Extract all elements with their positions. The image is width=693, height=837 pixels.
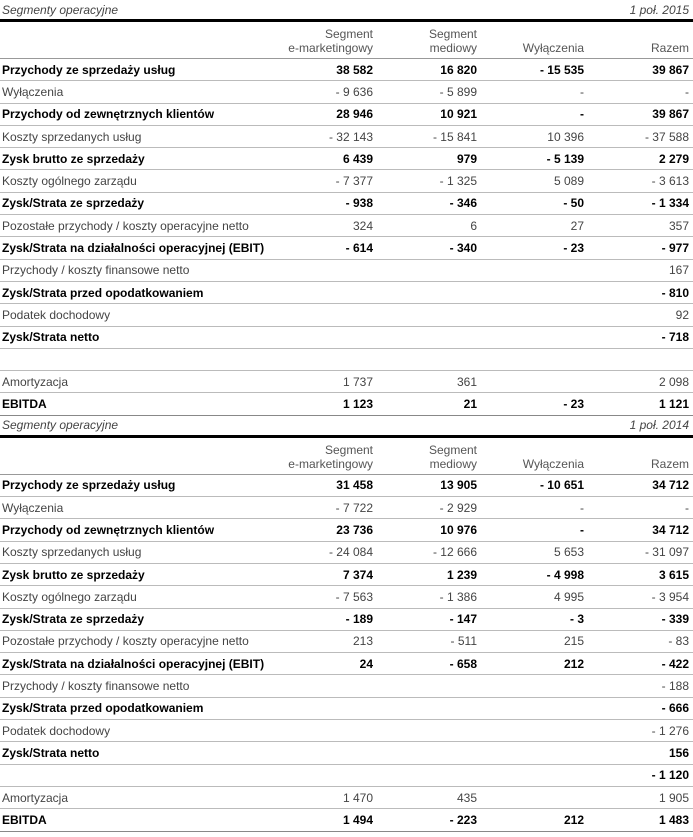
cell-segment-e-marketing: - 7 722 xyxy=(335,500,373,515)
cell-eliminations: - 15 535 xyxy=(539,62,584,77)
table-row xyxy=(0,809,693,831)
header-line xyxy=(523,443,584,457)
header-line xyxy=(523,27,584,41)
header-eliminations xyxy=(481,22,588,58)
cell-total: 34 712 xyxy=(652,522,689,537)
row-label: Przychody ze sprzedaży usług xyxy=(2,478,176,493)
cell-segment-media: 361 xyxy=(456,374,477,389)
cell-eliminations: 4 995 xyxy=(553,589,584,604)
cell-segment-media: - 223 xyxy=(449,812,477,827)
header-line: Segment xyxy=(324,442,373,457)
cell-eliminations: 5 653 xyxy=(553,545,584,560)
row-label: Zysk brutto ze sprzedaży xyxy=(2,151,145,166)
cell-segment-e-marketing: 1 494 xyxy=(342,812,373,827)
row-label: Zysk/Strata przed opodatkowaniem xyxy=(2,285,204,300)
table-row xyxy=(0,609,693,631)
column-headers xyxy=(0,22,693,59)
header-line: e-marketingowy xyxy=(288,456,373,471)
header-line: Segment xyxy=(324,27,373,41)
cell-segment-media: - 511 xyxy=(450,634,477,649)
cell-total: 156 xyxy=(668,745,689,760)
row-label: Zysk/Strata ze sprzedaży xyxy=(2,612,145,627)
table-row xyxy=(0,237,693,259)
cell-total: - 188 xyxy=(661,679,689,694)
cell-segment-media: 10 921 xyxy=(440,107,477,122)
row-label: Zysk/Strata na działalności operacyjnej (EBIT) xyxy=(2,656,265,671)
cell-total: 1 483 xyxy=(658,812,689,827)
header-line: Razem xyxy=(650,456,689,471)
table-row xyxy=(0,742,693,764)
row-label: Zysk brutto ze sprzedaży xyxy=(2,567,145,582)
cell-segment-e-marketing: 23 736 xyxy=(336,522,373,537)
cell-total: - 31 097 xyxy=(644,545,689,560)
cell-total: 357 xyxy=(668,218,689,233)
cell-total: - 83 xyxy=(668,634,689,649)
table-row xyxy=(0,282,693,304)
cell-segment-media: - 340 xyxy=(449,241,477,256)
row-label: Przychody / koszty finansowe netto xyxy=(2,263,190,278)
table-row xyxy=(0,193,693,215)
cell-eliminations: 27 xyxy=(570,218,584,233)
cell-total: - 718 xyxy=(661,330,689,345)
cell-segment-e-marketing: - 938 xyxy=(345,196,373,211)
row-label: EBITDA xyxy=(2,397,47,412)
cell-segment-media: - 1 386 xyxy=(439,589,477,604)
cell-total: 39 867 xyxy=(652,62,689,77)
header-line: Razem xyxy=(650,41,689,55)
cell-segment-e-marketing: 1 470 xyxy=(342,790,373,805)
header-total xyxy=(588,22,693,58)
table-row xyxy=(0,81,693,103)
row-label: Zysk/Strata netto xyxy=(2,330,100,345)
header-eliminations xyxy=(481,438,588,474)
header-segment-e-marketing xyxy=(280,438,377,474)
cell-segment-media: 10 976 xyxy=(440,522,477,537)
cell-total: - 977 xyxy=(661,241,689,256)
section-period: 1 poł. 2014 xyxy=(629,418,689,433)
cell-segment-media: - 346 xyxy=(449,196,477,211)
cell-segment-media: - 15 841 xyxy=(432,129,477,144)
row-label: Zysk/Strata na działalności operacyjnej (EBIT) xyxy=(2,241,265,256)
cell-total: 39 867 xyxy=(652,107,689,122)
cell-segment-e-marketing: 1 123 xyxy=(342,397,373,412)
section-header xyxy=(0,0,693,22)
table-row xyxy=(0,327,693,349)
cell-total: 3 615 xyxy=(658,567,689,582)
cell-segment-e-marketing: - 32 143 xyxy=(328,129,373,144)
table-row xyxy=(0,393,693,415)
table-row xyxy=(0,497,693,519)
cell-segment-e-marketing: - 614 xyxy=(345,241,373,256)
table-row xyxy=(0,260,693,282)
table-row xyxy=(0,170,693,192)
table-row xyxy=(0,631,693,653)
cell-total: 34 712 xyxy=(652,478,689,493)
table-row xyxy=(0,787,693,809)
cell-segment-e-marketing: 31 458 xyxy=(336,478,373,493)
table-row xyxy=(0,371,693,393)
row-label: Pozostałe przychody / koszty operacyjne netto xyxy=(2,218,249,233)
cell-eliminations: - xyxy=(580,84,584,99)
cell-segment-e-marketing: - 189 xyxy=(345,612,373,627)
row-label: Przychody ze sprzedaży usług xyxy=(2,62,176,77)
cell-eliminations: 212 xyxy=(563,812,584,827)
cell-segment-e-marketing: - 7 563 xyxy=(335,589,373,604)
cell-total: 167 xyxy=(668,263,689,278)
row-label: Amortyzacja xyxy=(2,374,69,389)
header-line: mediowy xyxy=(429,456,477,471)
table-row xyxy=(0,653,693,675)
cell-eliminations: 5 089 xyxy=(553,174,584,189)
cell-eliminations: - 23 xyxy=(563,397,584,412)
cell-total: - xyxy=(685,84,689,99)
header-segment-e-marketing xyxy=(280,22,377,58)
cell-segment-e-marketing: - 9 636 xyxy=(335,84,373,99)
row-label: Pozostałe przychody / koszty operacyjne netto xyxy=(2,634,249,649)
cell-eliminations: 10 396 xyxy=(547,129,584,144)
cell-total: 1 121 xyxy=(658,397,689,412)
table-row xyxy=(0,215,693,237)
section-header xyxy=(0,416,693,438)
header-line: Wyłączenia xyxy=(522,456,584,471)
cell-segment-e-marketing: - 7 377 xyxy=(335,174,373,189)
header-total xyxy=(588,438,693,474)
cell-segment-e-marketing: 1 737 xyxy=(342,374,373,389)
cell-segment-e-marketing: 28 946 xyxy=(336,107,373,122)
row-label: Przychody / koszty finansowe netto xyxy=(2,679,190,694)
header-line: Wyłączenia xyxy=(522,41,584,55)
cell-eliminations: 212 xyxy=(563,656,584,671)
cell-segment-media: 16 820 xyxy=(440,62,477,77)
row-label: Wyłączenia xyxy=(2,500,64,515)
cell-total: - 1 276 xyxy=(651,723,689,738)
row-label: Wyłączenia xyxy=(2,84,64,99)
row-label: Koszty ogólnego zarządu xyxy=(2,174,137,189)
cell-segment-e-marketing: 6 439 xyxy=(342,151,373,166)
cell-total: - 810 xyxy=(661,285,689,300)
row-label: Podatek dochodowy xyxy=(2,307,111,322)
row-label: Koszty ogólnego zarządu xyxy=(2,589,137,604)
cell-eliminations: 215 xyxy=(563,634,584,649)
cell-segment-e-marketing: - 24 084 xyxy=(328,545,373,560)
section-title: Segmenty operacyjne xyxy=(2,418,119,433)
cell-total: - 1 334 xyxy=(651,196,689,211)
row-label: Przychody od zewnętrznych klientów xyxy=(2,522,215,537)
row-label: EBITDA xyxy=(2,812,47,827)
cell-total: - xyxy=(685,500,689,515)
table-row xyxy=(0,564,693,586)
header-spacer xyxy=(0,22,280,58)
section-title: Segmenty operacyjne xyxy=(2,2,119,17)
header-line xyxy=(651,443,689,457)
row-label: Koszty sprzedanych usług xyxy=(2,545,142,560)
table-row xyxy=(0,349,693,371)
header-line xyxy=(651,27,689,41)
cell-segment-e-marketing: 24 xyxy=(359,656,373,671)
header-segment-media xyxy=(377,438,481,474)
cell-segment-media: - 2 929 xyxy=(439,500,477,515)
column-headers xyxy=(0,438,693,475)
cell-segment-media: - 658 xyxy=(449,656,477,671)
header-line: e-marketingowy xyxy=(288,41,373,55)
cell-segment-media: - 147 xyxy=(449,612,477,627)
cell-segment-media: - 12 666 xyxy=(432,545,477,560)
segment-table-1 xyxy=(0,0,693,416)
cell-total: - 3 613 xyxy=(651,174,689,189)
cell-eliminations: - xyxy=(580,522,584,537)
cell-eliminations: - 23 xyxy=(563,241,584,256)
cell-total: - 666 xyxy=(661,701,689,716)
row-label: Amortyzacja xyxy=(2,790,69,805)
row-label: Koszty sprzedanych usług xyxy=(2,129,142,144)
cell-segment-media: - 1 325 xyxy=(439,174,477,189)
table-row xyxy=(0,675,693,697)
table-row xyxy=(0,148,693,170)
cell-total: - 3 954 xyxy=(651,589,689,604)
cell-segment-e-marketing: 213 xyxy=(352,634,373,649)
cell-segment-media: 6 xyxy=(470,218,477,233)
cell-segment-media: 13 905 xyxy=(440,478,477,493)
header-spacer xyxy=(0,438,280,474)
cell-total: - 339 xyxy=(661,612,689,627)
cell-segment-media: 21 xyxy=(463,397,477,412)
header-line: Segment xyxy=(428,27,477,41)
table-row xyxy=(0,304,693,326)
table-row xyxy=(0,519,693,541)
cell-eliminations: - xyxy=(580,500,584,515)
cell-total: - 422 xyxy=(661,656,689,671)
segment-table-2 xyxy=(0,416,693,832)
row-label: Podatek dochodowy xyxy=(2,723,111,738)
cell-segment-media: - 5 899 xyxy=(439,84,477,99)
cell-total: 92 xyxy=(675,307,689,322)
cell-segment-e-marketing: 7 374 xyxy=(342,567,373,582)
cell-segment-media: 1 239 xyxy=(446,567,477,582)
row-label: Przychody od zewnętrznych klientów xyxy=(2,107,215,122)
cell-total: - 1 120 xyxy=(651,768,689,783)
table-row xyxy=(0,59,693,81)
table-row xyxy=(0,104,693,126)
cell-eliminations: - 5 139 xyxy=(546,151,584,166)
cell-eliminations: - 50 xyxy=(563,196,584,211)
row-label: Zysk/Strata przed opodatkowaniem xyxy=(2,701,204,716)
cell-total: 1 905 xyxy=(658,790,689,805)
cell-total: 2 279 xyxy=(658,151,689,166)
cell-eliminations: - 10 651 xyxy=(539,478,584,493)
cell-eliminations: - xyxy=(580,107,584,122)
header-line: mediowy xyxy=(429,41,477,55)
section-period: 1 poł. 2015 xyxy=(629,2,689,17)
cell-segment-e-marketing: 38 582 xyxy=(336,62,373,77)
header-segment-media xyxy=(377,22,481,58)
cell-segment-media: 435 xyxy=(456,790,477,805)
cell-segment-media: 979 xyxy=(456,151,477,166)
header-line: Segment xyxy=(428,442,477,457)
table-row xyxy=(0,765,693,787)
row-label: Zysk/Strata ze sprzedaży xyxy=(2,196,145,211)
table-row xyxy=(0,698,693,720)
table-row xyxy=(0,475,693,497)
table-row xyxy=(0,126,693,148)
row-label: Zysk/Strata netto xyxy=(2,745,100,760)
table-row xyxy=(0,586,693,608)
cell-eliminations: - 3 xyxy=(569,612,584,627)
cell-total: - 37 588 xyxy=(644,129,689,144)
cell-eliminations: - 4 998 xyxy=(546,567,584,582)
cell-segment-e-marketing: 324 xyxy=(352,218,373,233)
table-row xyxy=(0,542,693,564)
cell-total: 2 098 xyxy=(658,374,689,389)
table-row xyxy=(0,720,693,742)
